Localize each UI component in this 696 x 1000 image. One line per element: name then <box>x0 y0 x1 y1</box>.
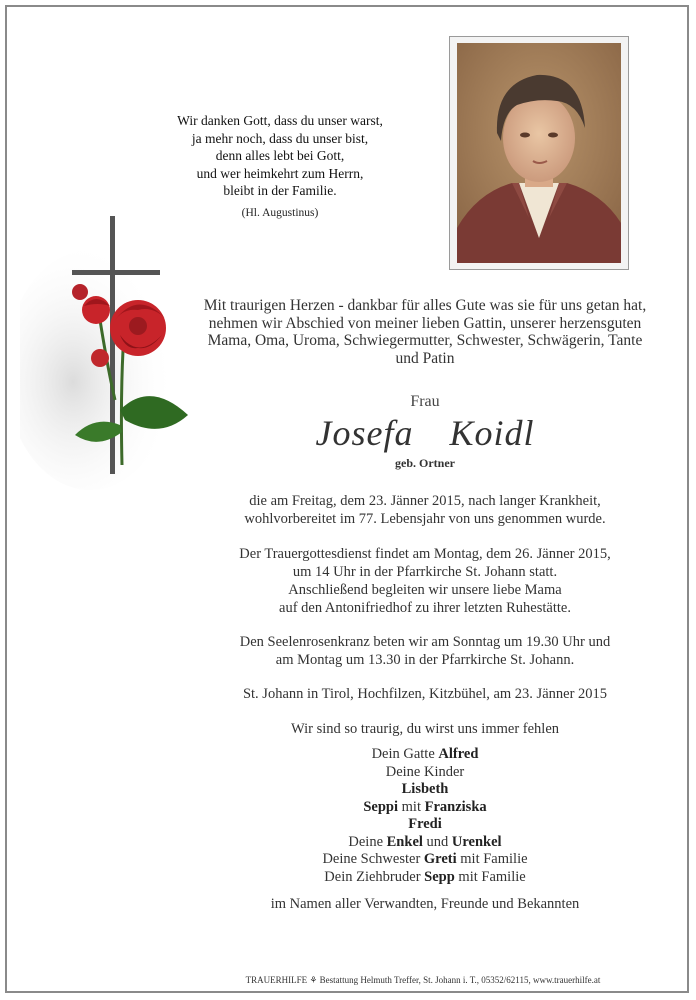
cross-rose-illustration <box>20 210 210 510</box>
service-line: auf den Antonifriedhof zu ihrer letzten Ruhestätte. <box>279 600 571 616</box>
mourner-foster-brother: Dein Ziehbruder Sepp mit Familie <box>324 868 526 885</box>
service-line: Der Trauergottesdienst findet am Montag, dem 26. Jänner 2015, <box>239 546 611 562</box>
intro-line: Mit traurigen Herzen - dankbar für alles Gute was sie für uns getan hat, <box>203 297 647 314</box>
service-line: um 14 Uhr in der Pfarrkirche St. Johann statt. <box>292 564 558 580</box>
mourner-child: Lisbeth <box>401 781 449 797</box>
intro-line: nehmen wir Abschied von meiner lieben Gattin, unserer herzensguten <box>208 314 642 332</box>
quote-line: ja mehr noch, dass du unser bist, <box>191 130 369 146</box>
mourner-husband: Dein Gatte Alfred <box>371 746 479 762</box>
service-line: Anschließend begleiten wir unsere liebe Mama <box>288 582 562 598</box>
intro-line: und Patin <box>395 349 455 367</box>
mourner-children-label: Deine Kinder <box>385 763 465 780</box>
death-notice <box>188 492 662 528</box>
mourners-list <box>188 746 662 886</box>
salutation: Frau <box>410 393 440 410</box>
quote-line: denn alles lebt bei Gott, <box>215 148 345 163</box>
mourner-child: Seppi mit Franziska <box>363 798 487 815</box>
rosary-line: am Montag um 13.30 in der Pfarrkirche St. Johann. <box>275 652 575 668</box>
death-line: wohlvorbereitet im 77. Lebensjahr von uns genommen wurde. <box>244 511 606 527</box>
portrait-photo <box>457 43 621 263</box>
rosary-notice <box>188 633 662 669</box>
quote-block <box>150 112 410 200</box>
portrait-image <box>457 43 621 263</box>
closing-line: im Namen aller Verwandten, Freunde und Bekannten <box>270 896 580 912</box>
deceased-name: Josefa Koidl <box>315 413 535 453</box>
rosary-line: Den Seelenrosenkranz beten wir am Sonntag um 19.30 Uhr und <box>239 634 611 650</box>
funeral-home-footer: TRAUERHILFE ⚘ Bestattung Helmuth Treffer, St. Johann i. T., 05352/62115, www.trauerhilfe.at <box>245 975 601 985</box>
quote-line: Wir danken Gott, dass du unser warst, <box>177 113 383 128</box>
birth-name: geb. Ortner <box>395 456 455 470</box>
portrait-frame <box>449 36 629 270</box>
death-line: die am Freitag, dem 23. Jänner 2015, nach langer Krankheit, <box>249 493 601 509</box>
intro-text <box>188 297 662 367</box>
intro-line: Mama, Oma, Uroma, Schwiegermutter, Schwester, Schwägerin, Tante <box>207 332 643 350</box>
cross-with-rose <box>20 210 210 510</box>
mourner-child: Fredi <box>408 816 442 832</box>
mourner-sister: Deine Schwester Greti mit Familie <box>322 851 528 867</box>
farewell-line: Wir sind so traurig, du wirst uns immer fehlen <box>290 721 560 737</box>
quote-line: bleibt in der Familie. <box>223 183 337 198</box>
funeral-service-notice <box>188 545 662 617</box>
cross-horizontal <box>72 270 160 275</box>
mourner-grandchildren: Deine Enkel und Urenkel <box>348 833 502 850</box>
quote-line: und wer heimkehrt zum Herrn, <box>196 165 364 181</box>
quote-source: (Hl. Augustinus) <box>241 207 319 219</box>
place-and-date: St. Johann in Tirol, Hochfilzen, Kitzbühel, am 23. Jänner 2015 <box>242 686 608 702</box>
